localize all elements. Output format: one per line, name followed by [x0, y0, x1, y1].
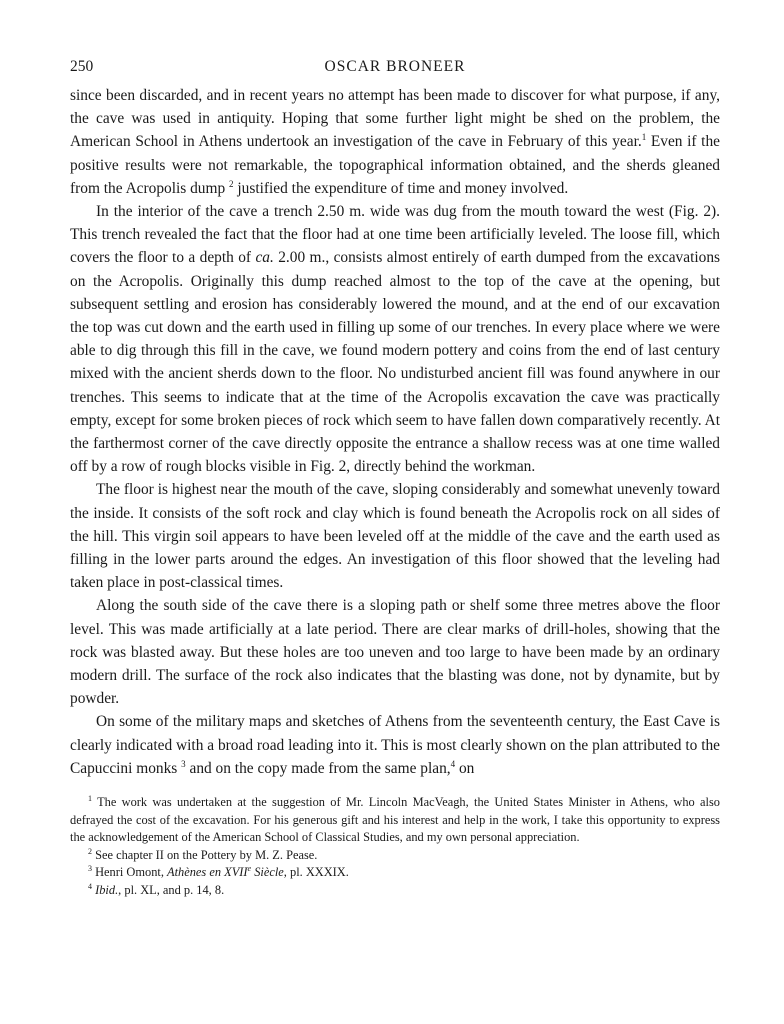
- note-ref: 4: [450, 758, 456, 769]
- body-text: [70, 84, 720, 780]
- paragraph: [70, 594, 720, 710]
- footnote: [70, 847, 720, 865]
- paragraph: [70, 84, 720, 200]
- text-run: justified the expenditure of time and money involved.: [233, 179, 569, 197]
- italic-text: Siècle: [251, 865, 284, 880]
- footnote: [70, 794, 720, 847]
- text-run: and on the copy made from the same plan,: [185, 759, 451, 777]
- note-ref: 3: [181, 758, 186, 769]
- page: [70, 58, 720, 899]
- note-ref: 1: [641, 132, 647, 143]
- text-run: See chapter II on the Pottery by M. Z. Pease.: [92, 847, 318, 862]
- paragraph: [70, 478, 720, 594]
- note-ref: 1: [88, 794, 92, 804]
- text-run: Henri Omont,: [92, 865, 168, 880]
- text-run: Along the south side of the cave there is a sloping path or shelf some three metres above the floor level. This was made artificially at a late period. There are clear marks of drill-holes, showing that the rock was blasted away. But these holes are too uneven and too large to have been made by an ordinary modern drill. The surface of the rock also indicates that the blasting was done, not by dynamite, but by powder.: [70, 597, 720, 708]
- text-run: The floor is highest near the mouth of the cave, sloping considerably and somewhat unevenly toward the inside. It consists of the soft rock and clay which is found beneath the Acropolis rock on all sides of the hill. This virgin soil appears to have been leveled off at the middle of the cave and the earth used as filling in the lower parts around the edges. An investigation of this floor showed that the leveling had taken place in post-classical times.: [70, 481, 720, 592]
- page-number: 250: [70, 58, 94, 75]
- note-ref: 4: [88, 881, 92, 891]
- text-run: Even if the positive results were not remarkable, the topographical information obtained, and the sherds gleaned from the Acropolis dump: [70, 133, 720, 197]
- text-run: , pl. XL, and p. 14, 8.: [118, 882, 225, 897]
- paragraph: [70, 710, 720, 780]
- paragraph: [70, 200, 720, 478]
- italic-text: ca.: [255, 249, 274, 267]
- text-run: In the interior of the cave a trench 2.50 m. wide was dug from the mouth toward the west (Fig. 2). This trench revealed the fact that the floor had at one time been artificially leveled. The loose fill, which covers the floor to a depth of: [70, 203, 720, 267]
- text-run: 2.00 m., consists almost entirely of earth dumped from the excavations on the Acropolis. Originally this dump reached almost to the top of the cave at the opening, but subsequent settling and erosion has considerably lowered the mound, and at the end of our excavation the top was cut down and the earth used in filling up some of our trenches. In every place where we were able to dig through this fill in the cave, we found modern pottery and coins from the end of last century mixed with the ancient sherds down to the floor. No undisturbed ancient fill was found anywhere in our trenches. This seems to indicate that at the time of the Acropolis excavation the cave was practically empty, except for some broken pieces of rock which seem to have fallen down comparatively recently. At the farthermost corner of the cave directly opposite the entrance a shallow recess was at one time walled off by a row of rough blocks visible in Fig. 2, directly behind the workman.: [70, 249, 721, 476]
- note-ref: 3: [88, 864, 92, 874]
- footnotes: [70, 794, 720, 899]
- text-run: On some of the military maps and sketches of Athens from the seventeenth century, the East Cave is clearly indicated with a broad road leading into it. This is most clearly shown on the plan attributed to the Capuccini monks: [70, 713, 720, 777]
- text-run: since been discarded, and in recent years no attempt has been made to discover for what purpose, if any, the cave was used in antiquity. Hoping that some further light might be shed on the problem, the American School in Athens undertook an investigation of the cave in February of this year.: [70, 87, 720, 151]
- running-title: OSCAR BRONEER: [324, 58, 466, 75]
- text-run: The work was undertaken at the suggestion of Mr. Lincoln MacVeagh, the United States Minister in Athens, who also defrayed the cost of the excavation. For his generous gift and his interest and help in the work, I take this opportunity to express the acknowledgement of the American School of Classical Studies, and my own personal appreciation.: [70, 795, 720, 845]
- text-run: , pl. XXXIX.: [283, 865, 349, 880]
- note-ref: 2: [229, 178, 234, 189]
- italic-text: Ibid.: [95, 882, 119, 897]
- text-run: on: [455, 759, 475, 777]
- footnote: [70, 864, 720, 882]
- note-ref: 2: [88, 846, 92, 856]
- footnote: [70, 882, 720, 900]
- italic-text: Athènes en XVII: [167, 865, 248, 880]
- running-head: [70, 58, 720, 84]
- note-ref: e: [247, 864, 252, 874]
